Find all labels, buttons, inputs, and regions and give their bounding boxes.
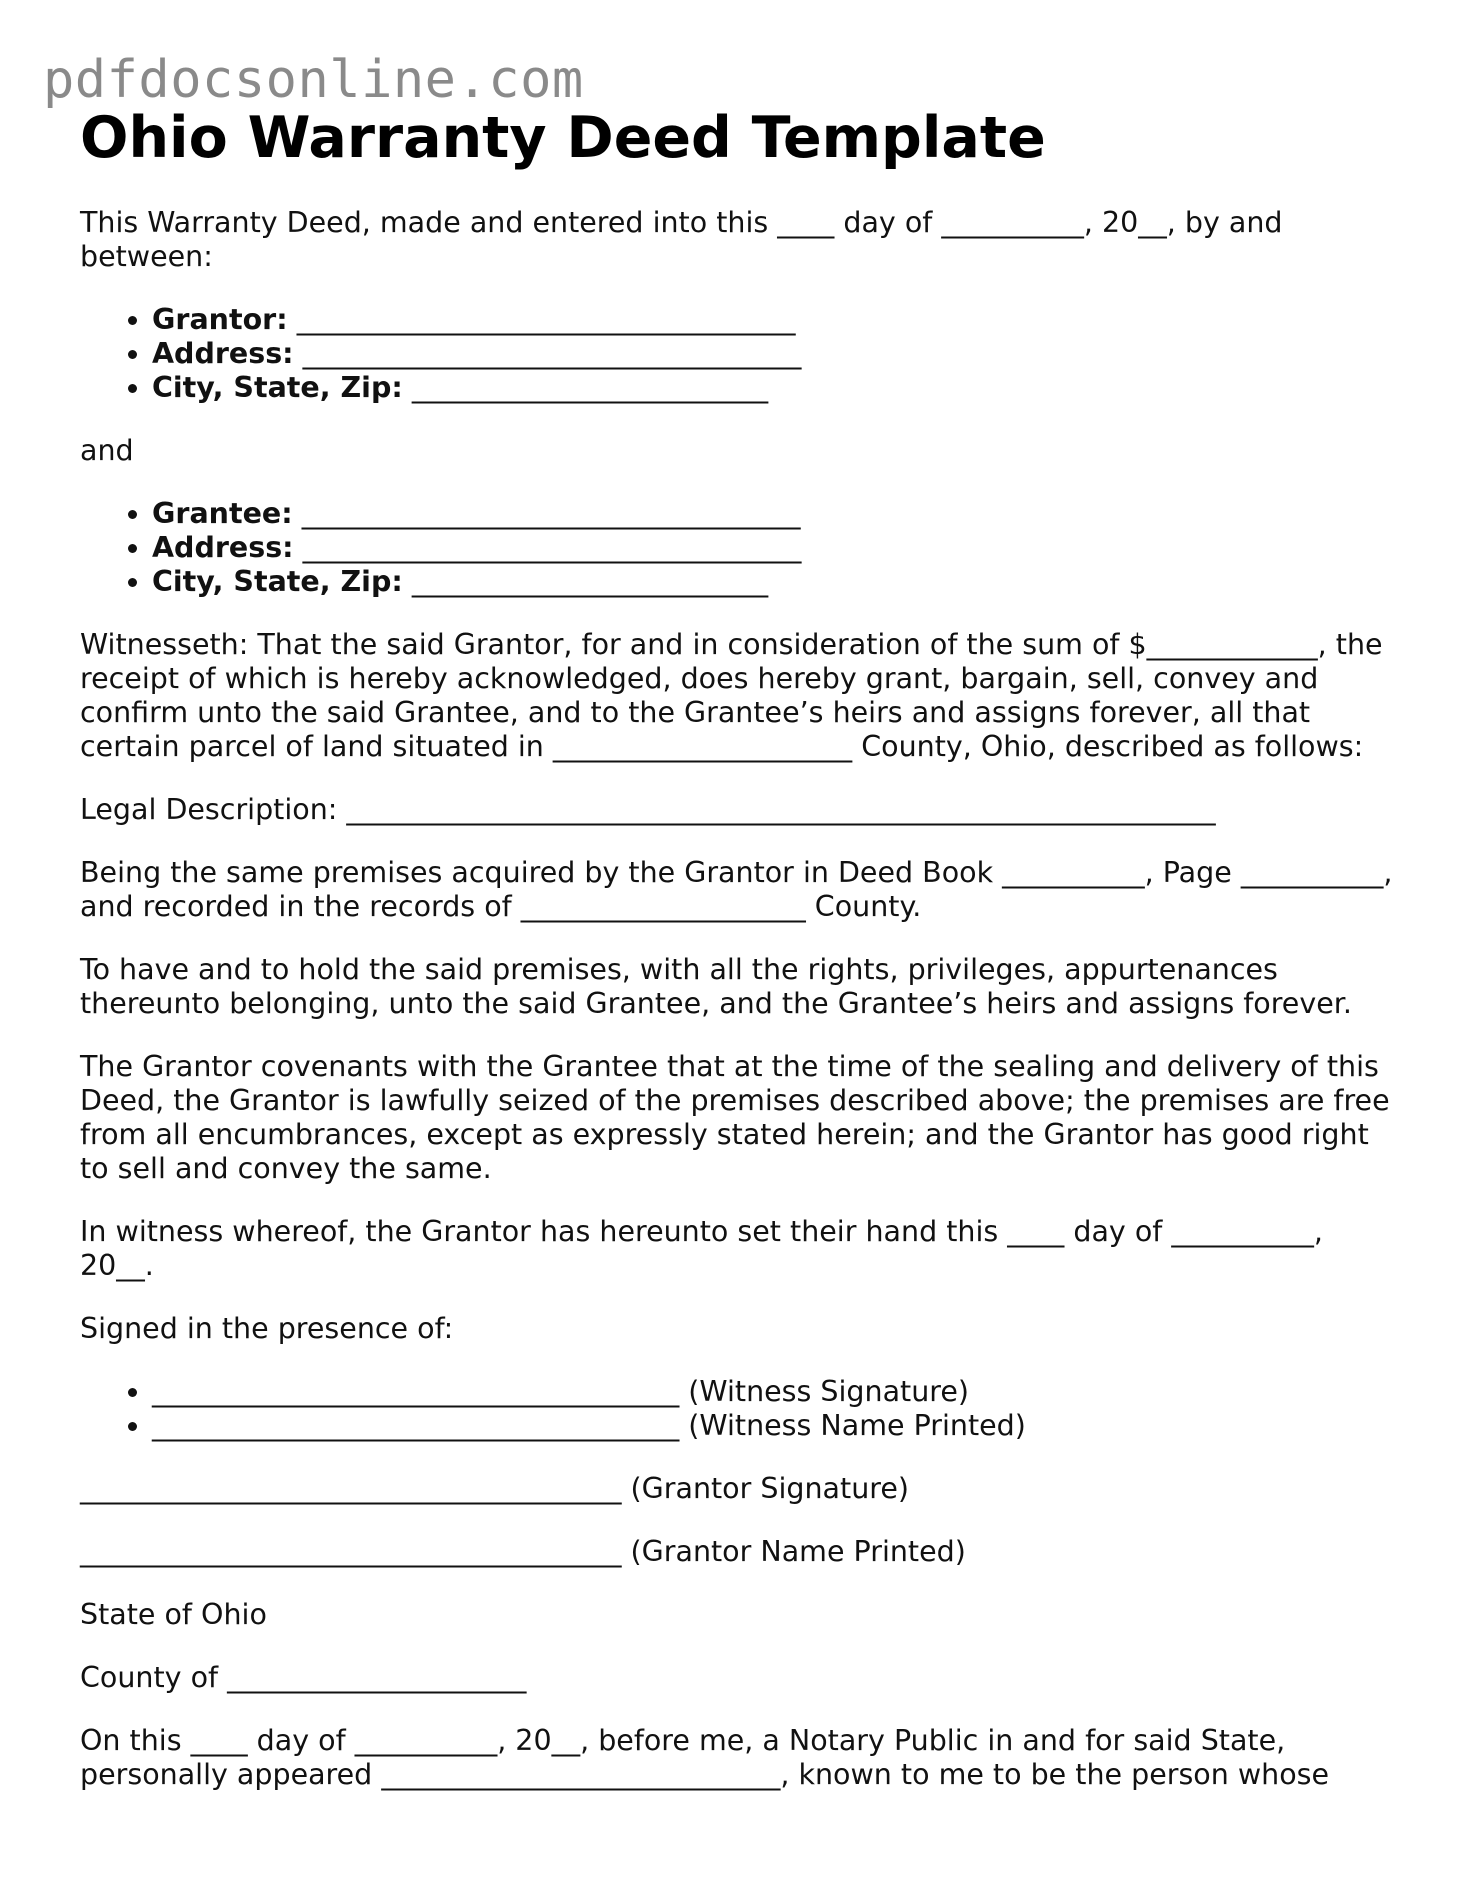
field-label: City, State, Zip: — [152, 565, 403, 598]
witnesseth-paragraph: Witnesseth: That the said Grantor, for and in consideration of the sum of $____________, the receipt of which is hereby acknowledged, does hereby grant, bargain, sell, convey and confirm unto the said Grantee, and to the Grantee’s heirs and assigns forever, all that certain parcel of land situated in _____________________ County, Ohio, described as follows: — [80, 628, 1383, 763]
state-of-text: State of Ohio — [80, 1598, 267, 1631]
grantor-field — [152, 303, 1400, 337]
field-label: Address: — [152, 531, 294, 564]
being-same-paragraph: Being the same premises acquired by the Grantor in Deed Book __________, Page __________, and recorded in the records of ____________________ County. — [80, 856, 1393, 923]
watermark-text: pdfdocsonline.com — [43, 50, 584, 110]
field-blank: _________________________ — [411, 565, 769, 598]
grantor-name-printed-line: ______________________________________ (Grantor Name Printed) — [80, 1535, 966, 1568]
document-page — [80, 100, 1400, 1821]
field-blank: ___________________________________ — [302, 531, 802, 564]
field-label: City, State, Zip: — [152, 371, 403, 404]
field-label: Address: — [152, 337, 294, 370]
and-text: and — [80, 434, 134, 467]
grantee-city-state-zip-field — [152, 565, 1400, 599]
grantee-fields-list — [80, 497, 1400, 599]
field-blank: ___________________________________ — [302, 337, 802, 370]
grantee-address-field — [152, 531, 1400, 565]
grantor-city-state-zip-field — [152, 371, 1400, 405]
legal-description-line: Legal Description: _____________________________________________________________ — [80, 793, 1216, 826]
grantee-field — [152, 497, 1400, 531]
grantor-fields-list — [80, 303, 1400, 405]
witness-signature-line: • _____________________________________ (Witness Signature) — [152, 1375, 1400, 1409]
notary-paragraph: On this ____ day of __________, 20__, before me, a Notary Public in and for said State, personally appeared ____________________________, known to me to be the person whose — [80, 1724, 1330, 1791]
field-label: Grantor: — [152, 303, 288, 336]
field-blank: ___________________________________ — [296, 303, 796, 336]
intro-paragraph: This Warranty Deed, made and entered into this ____ day of __________, 20__, by and between: — [80, 206, 1283, 273]
document-title: Ohio Warranty Deed Template — [80, 105, 1046, 171]
field-label: Grantee: — [152, 497, 293, 530]
county-of-text: County of _____________________ — [80, 1661, 527, 1694]
grantor-signature-line: ______________________________________ (Grantor Signature) — [80, 1472, 910, 1505]
witness-lines-list — [80, 1375, 1400, 1443]
in-witness-paragraph: In witness whereof, the Grantor has hereunto set their hand this ____ day of __________, 20__. — [80, 1215, 1323, 1282]
field-blank: ___________________________________ — [301, 497, 801, 530]
grantor-address-field — [152, 337, 1400, 371]
field-blank: _________________________ — [411, 371, 769, 404]
to-have-paragraph: To have and to hold the said premises, with all the rights, privileges, appurtenances thereunto belonging, unto the said Grantee, and the Grantee’s heirs and assigns forever. — [80, 953, 1352, 1020]
witness-name-printed-line: • _____________________________________ (Witness Name Printed) — [152, 1409, 1400, 1443]
signed-presence-text: Signed in the presence of: — [80, 1312, 454, 1345]
covenants-paragraph: The Grantor covenants with the Grantee that at the time of the sealing and delivery of this Deed, the Grantor is lawfully seized of the premises described above; the premises are free from all encumbrances, except as expressly stated herein; and the Grantor has good right to sell and convey the same. — [80, 1050, 1390, 1185]
